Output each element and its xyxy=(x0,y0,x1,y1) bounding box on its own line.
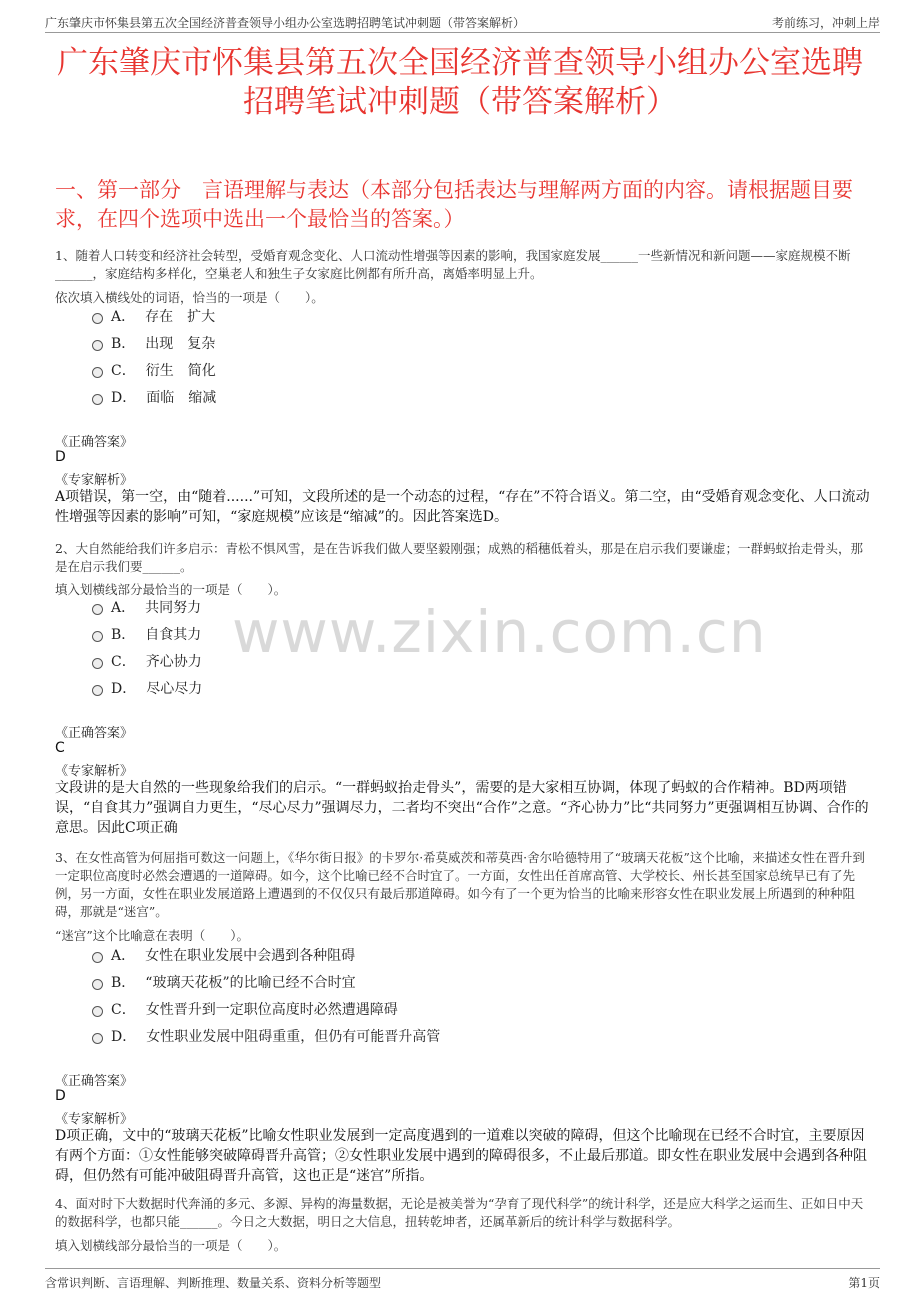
radio-icon[interactable] xyxy=(92,313,103,324)
option-key: D． xyxy=(111,681,137,697)
radio-icon[interactable] xyxy=(92,631,103,642)
question-1-instruction: 依次填入横线处的词语，恰当的一项是（ ）。 xyxy=(55,290,324,305)
question-3-option-c[interactable] xyxy=(92,1000,398,1020)
page-header xyxy=(45,10,880,33)
question-4-instruction: 填入划横线部分最恰当的一项是（ ）。 xyxy=(55,1238,287,1253)
question-1-option-b[interactable] xyxy=(92,334,215,354)
question-2-option-d[interactable] xyxy=(92,679,202,699)
document-title: 广东肇庆市怀集县第五次全国经济普查领导小组办公室选聘招聘笔试冲刺题（带答案解析） xyxy=(57,45,863,120)
radio-icon[interactable] xyxy=(92,1033,103,1044)
option-key: C． xyxy=(111,363,136,379)
radio-icon[interactable] xyxy=(92,340,103,351)
page-number: 第1页 xyxy=(848,1276,880,1290)
option-text: 衍生 简化 xyxy=(145,363,216,379)
option-text: 共同努力 xyxy=(145,600,202,616)
radio-icon[interactable] xyxy=(92,1006,103,1017)
option-key: D． xyxy=(111,390,137,406)
option-text: 女性在职业发展中会遇到各种阻碍 xyxy=(145,948,356,964)
page-footer xyxy=(45,1268,880,1293)
question-2-option-a[interactable] xyxy=(92,598,201,618)
option-key: C． xyxy=(111,1002,136,1018)
option-text: 存在 扩大 xyxy=(145,309,216,325)
option-key: A． xyxy=(111,600,136,616)
option-text: 尽心尽力 xyxy=(146,681,203,697)
question-2-analysis-label: 《专家解析》 xyxy=(55,764,134,779)
question-1-option-c[interactable] xyxy=(92,361,216,381)
option-text: 女性晋升到一定职位高度时必然遭遇障碍 xyxy=(145,1002,398,1018)
question-2-instruction: 填入划横线部分最恰当的一项是（ ）。 xyxy=(55,582,287,597)
option-key: A． xyxy=(111,309,136,325)
question-2-analysis: 文段讲的是大自然的一些现象给我们的启示。“一群蚂蚁抬走骨头”，需要的是大家相互协调，体现了蚂蚁的合作精神。BD两项错误，“自食其力”强调自力更生，“尽心尽力”强调尽力，二者均不突出“合作”之意。“齐心协力”比“共同努力”更强调相互协调、合作的意思。因此C项正确 xyxy=(55,780,869,836)
question-2-option-b[interactable] xyxy=(92,625,201,645)
option-key: B． xyxy=(111,627,136,643)
question-1-analysis-label: 《专家解析》 xyxy=(55,473,134,488)
option-key: B． xyxy=(111,975,136,991)
option-text: 面临 缩减 xyxy=(146,390,217,406)
question-1-option-a[interactable] xyxy=(92,307,215,327)
radio-icon[interactable] xyxy=(92,394,103,405)
question-1-answer: D xyxy=(55,449,66,465)
question-3-instruction: “迷宫”这个比喻意在表明（ ）。 xyxy=(55,928,250,943)
radio-icon[interactable] xyxy=(92,952,103,963)
radio-icon[interactable] xyxy=(92,367,103,378)
question-1-analysis: A项错误，第一空，由“随着......”可知，文段所述的是一个动态的过程，“存在”不符合语义。第二空，由“受婚育观念变化、人口流动性增强等因素的影响”可知，“家庭规模”应该是“缩减”的。因此答案选D。 xyxy=(55,489,870,525)
question-4-text: 4、面对时下大数据时代奔涌的多元、多源、异构的海量数据，无论是被美誉为“孕育了现代科学”的统计科学，还是应大科学之运而生、正如日中天的数据科学，也都只能______。今日之大数据，明日之大信息，扭转乾坤者，还属革新后的统计科学与数据科学。 xyxy=(55,1196,864,1229)
option-key: A． xyxy=(111,948,136,964)
question-1-option-d[interactable] xyxy=(92,388,216,408)
option-key: D． xyxy=(111,1029,137,1045)
option-key: C． xyxy=(111,654,136,670)
radio-icon[interactable] xyxy=(92,658,103,669)
header-slogan: 考前练习，冲刺上岸 xyxy=(771,16,880,30)
option-key: B． xyxy=(111,336,136,352)
option-text: 自食其力 xyxy=(145,627,202,643)
question-2-answer: C xyxy=(55,740,65,756)
question-1-text: 1、随着人口转变和经济社会转型，受婚育观念变化、人口流动性增强等因素的影响，我国家庭发展______一些新情况和新问题——家庭规模不断______，家庭结构多样化，空巢老人和独生子女家庭比例都有所升高，离婚率明显上升。 xyxy=(55,248,851,281)
radio-icon[interactable] xyxy=(92,979,103,990)
radio-icon[interactable] xyxy=(92,604,103,615)
option-text: “玻璃天花板”的比喻已经不合时宜 xyxy=(145,975,356,991)
section-heading: 一、第一部分 言语理解与表达（本部分包括表达与理解两方面的内容。请根据题目要求，在四个选项中选出一个最恰当的答案。） xyxy=(55,178,853,231)
option-text: 齐心协力 xyxy=(145,654,202,670)
question-2-option-c[interactable] xyxy=(92,652,202,672)
question-2-answer-label: 《正确答案》 xyxy=(55,726,134,741)
question-1-answer-label: 《正确答案》 xyxy=(55,435,134,450)
radio-icon[interactable] xyxy=(92,685,103,696)
question-2-text: 2、大自然能给我们许多启示：青松不惧风雪，是在告诉我们做人要坚毅刚强；成熟的稻穗低着头，那是在启示我们要谦虚；一群蚂蚁抬走骨头，那是在启示我们要______。 xyxy=(55,541,863,574)
question-3-option-d[interactable] xyxy=(92,1027,440,1047)
question-3-option-b[interactable] xyxy=(92,973,356,993)
option-text: 女性职业发展中阻碍重重，但仍有可能晋升高管 xyxy=(146,1029,441,1045)
footer-topics: 含常识判断、言语理解、判断推理、数量关系、资料分析等题型 xyxy=(45,1276,382,1290)
question-3-text: 3、在女性高管为何屈指可数这一问题上，《华尔街日报》的卡罗尔·希莫威茨和蒂莫西·舍尔哈德特用了“玻璃天花板”这个比喻，来描述女性在晋升到一定职位高度时必然会遭遇的一道障碍。如今，这个比喻已经不合时宜了。一方面，女性出任首席高管、大学校长、州长甚至国家总统早已有了先例，另一方面，女性在职业发展道路上遭遇到的不仅仅只有最后那道障碍。如今有了一个更为恰当的比喻来形容女性在职业发展上所遇到的种种阻碍，那就是“迷宫”。 xyxy=(55,850,865,919)
question-3-answer: D xyxy=(55,1088,66,1104)
option-text: 出现 复杂 xyxy=(145,336,216,352)
watermark: www.zixin.com.cn xyxy=(232,598,767,666)
question-3-option-a[interactable] xyxy=(92,946,355,966)
question-3-analysis-label: 《专家解析》 xyxy=(55,1112,134,1127)
question-3-analysis: D项正确，文中的“玻璃天花板”比喻女性职业发展到一定高度遇到的一道难以突破的障碍，但这个比喻现在已经不合时宜，主要原因有两个方面：①女性能够突破障碍晋升高管；②女性职业发展中遇到的障碍很多，不止最后那道。即女性在职业发展中会遇到各种阻碍，但仍然有可能冲破阻碍晋升高管，这也正是“迷宫”所指。 xyxy=(55,1128,867,1184)
header-doc-title: 广东肇庆市怀集县第五次全国经济普查领导小组办公室选聘招聘笔试冲刺题（带答案解析） xyxy=(45,16,526,30)
question-3-answer-label: 《正确答案》 xyxy=(55,1074,134,1089)
